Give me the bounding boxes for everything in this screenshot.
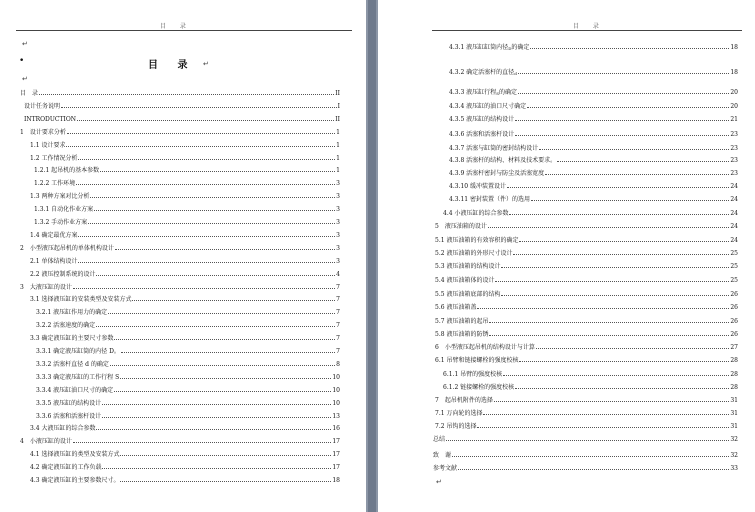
toc-entry-title: 3.3 确定液压缸的主要尺寸参数 <box>30 335 114 343</box>
toc-entry-title: 2.1 单体结构设计 <box>30 257 78 265</box>
toc-entry[interactable] <box>449 181 738 190</box>
toc-entry-page-number: 26 <box>730 331 738 338</box>
toc-entry[interactable] <box>30 462 340 471</box>
dot-leader <box>477 427 729 428</box>
toc-entry-page-number: 21 <box>730 116 738 123</box>
dot-leader <box>515 120 729 121</box>
toc-entry-title: 3.2.2 活塞速度的确定 <box>36 322 96 330</box>
toc-entry-title: 5.6 液压油箱盖 <box>435 304 477 311</box>
toc-entry-page-number: 23 <box>730 145 738 152</box>
dot-leader <box>121 352 335 353</box>
toc-entry[interactable] <box>36 372 340 381</box>
toc-entry[interactable] <box>435 342 738 351</box>
dot-leader <box>115 249 335 250</box>
toc-page-right <box>378 0 755 512</box>
toc-entry-title: 1 设计要求分析 <box>20 128 66 136</box>
toc-entry-title: 3.3.2 活塞杆直径 d 的确定 <box>36 360 109 368</box>
paragraph-mark: ↵ <box>203 60 209 68</box>
toc-entry[interactable] <box>443 369 738 378</box>
toc-entry-title: 1.3.1 自动化作业方案 <box>34 206 94 214</box>
toc-entry-page-number: 20 <box>730 89 738 96</box>
toc-entry[interactable] <box>449 168 738 177</box>
toc-entry-title: 2.2 液压控制系统的设计 <box>30 270 96 278</box>
toc-entry-page-number: 24 <box>730 210 738 217</box>
toc-entry-title: 1.1 设计要求 <box>30 141 66 149</box>
toc-entry[interactable] <box>34 178 340 187</box>
toc-entry-page-number: 28 <box>730 371 738 378</box>
toc-page-left <box>0 0 366 512</box>
toc-entry-page-number: 27 <box>730 344 738 351</box>
toc-entry[interactable] <box>20 243 340 252</box>
toc-entry[interactable] <box>30 191 340 200</box>
toc-entry-title: 总结 <box>433 436 446 443</box>
toc-entry-page-number: 28 <box>730 357 738 364</box>
dot-leader <box>88 223 335 224</box>
dot-leader <box>515 135 729 136</box>
toc-entry-page-number: II <box>335 115 340 123</box>
dot-leader <box>114 339 335 340</box>
toc-entry[interactable] <box>34 217 340 226</box>
dot-leader <box>78 262 335 263</box>
toc-entry-title: 参考文献 <box>433 465 458 472</box>
toc-entry[interactable] <box>30 153 340 162</box>
dot-leader <box>539 149 729 150</box>
paragraph-mark: ↵ <box>436 478 442 486</box>
toc-entry-page-number: 33 <box>730 465 738 472</box>
toc-entry-page-number: 31 <box>730 397 738 404</box>
toc-entry-page-number: 26 <box>730 318 738 325</box>
dot-leader <box>132 300 335 301</box>
toc-entry-title: 4.3.2 确定活塞杆的直径 <box>449 69 515 76</box>
dot-leader <box>494 401 730 402</box>
toc-entry[interactable] <box>433 450 738 459</box>
dot-leader <box>509 214 729 215</box>
toc-entry[interactable] <box>36 320 340 329</box>
bullet-dot: • <box>19 56 25 66</box>
toc-entry[interactable] <box>449 67 738 76</box>
toc-entry-title: 1.2.1 起吊机的基本参数 <box>34 167 100 175</box>
dot-leader <box>513 254 729 255</box>
toc-entry-title: 4.1 选择液压缸的类型及安装方式 <box>30 451 120 459</box>
toc-entry[interactable] <box>34 204 340 213</box>
toc-entry-page-number: 7 <box>336 335 340 343</box>
toc-entry-title: 5.1 液压油箱的有效容积的确定 <box>435 237 519 244</box>
toc-entry-title-tail: 的确定 <box>511 44 530 51</box>
toc-entry[interactable] <box>435 302 738 311</box>
dot-leader <box>96 326 335 327</box>
toc-entry-title: 7.1 万向轮的选择 <box>435 410 483 417</box>
toc-entry[interactable] <box>449 155 738 164</box>
dot-leader <box>66 146 335 147</box>
toc-entry-title: 4.3.6 活塞和活塞杆设计 <box>449 131 515 138</box>
toc-entry[interactable] <box>30 423 340 432</box>
page-gap <box>366 0 378 512</box>
toc-entry-title: INTRODUCTION <box>24 115 77 123</box>
dot-leader <box>102 404 331 405</box>
toc-entry-page-number: 7 <box>336 283 340 291</box>
toc-entry-page-number: 3 <box>336 206 340 214</box>
toc-entry-title: 5.3 液压油箱的结构设计 <box>435 263 501 270</box>
toc-entry-page-number: 18 <box>332 477 340 484</box>
toc-entry[interactable] <box>36 346 340 355</box>
toc-entry[interactable] <box>449 101 738 110</box>
toc-entry-title: 6 小型液压起吊机的结构设计与计算 <box>435 344 535 351</box>
toc-entry-page-number: 3 <box>336 219 340 226</box>
toc-entry-symbol: S <box>496 91 499 96</box>
toc-entry-page-number: 26 <box>730 291 738 298</box>
toc-entry-title: 3.3.1 确定液压缸筒的内径 D。 <box>36 348 120 355</box>
toc-entry-title: 3.2.1 液压缸作用力的确定 <box>36 309 108 317</box>
toc-entry-title: 4.3.8 活塞杆的结构、材料及技术要求。 <box>449 157 557 164</box>
toc-entry[interactable] <box>36 385 340 394</box>
toc-entry-title: 1.2 工作情况分析 <box>30 154 78 162</box>
toc-entry-page-number: 28 <box>730 384 738 391</box>
toc-entry-page-number: I <box>337 102 340 110</box>
page-header-left: 目 录 <box>160 23 192 30</box>
dot-leader <box>110 365 335 366</box>
toc-entry[interactable] <box>435 421 738 430</box>
toc-entry[interactable] <box>30 230 340 239</box>
dot-leader <box>501 267 729 268</box>
toc-entry[interactable] <box>435 289 738 298</box>
toc-entry[interactable] <box>449 87 738 96</box>
toc-entry-page-number: 31 <box>730 410 738 417</box>
toc-entry-page-number: 23 <box>730 131 738 138</box>
toc-entry-page-number: 17 <box>332 438 340 446</box>
dot-leader <box>67 133 335 134</box>
toc-entry-title: 4.3.10 缓冲装置设计 <box>449 183 506 190</box>
header-rule-right <box>432 30 742 31</box>
toc-entry[interactable] <box>435 316 738 325</box>
toc-entry-page-number: 23 <box>730 157 738 164</box>
toc-entry-page-number: 8 <box>336 360 340 368</box>
toc-entry-page-number: 24 <box>730 223 738 230</box>
dot-leader <box>102 417 331 418</box>
dot-leader <box>488 227 730 228</box>
toc-entry-title: 4 小液压缸的设计 <box>20 438 72 446</box>
toc-entry-title: 4.3.7 活塞与缸筒的密封结构设计 <box>449 145 539 152</box>
toc-entry[interactable] <box>435 235 738 244</box>
dot-leader <box>458 469 729 470</box>
toc-entry-title: 4.3.4 液压缸的油口尺寸确定 <box>449 103 527 110</box>
toc-entry-title: 5.8 液压油箱的防锈 <box>435 331 489 338</box>
toc-entry-title: 5.5 液压油箱底部的结构 <box>435 291 501 298</box>
dot-leader <box>78 159 335 160</box>
dot-leader <box>483 414 729 415</box>
toc-entry[interactable] <box>435 248 738 257</box>
toc-entry-page-number: 24 <box>730 183 738 190</box>
toc-entry[interactable] <box>30 333 340 342</box>
toc-entry[interactable] <box>30 475 340 484</box>
toc-entry[interactable] <box>435 408 738 417</box>
toc-entry[interactable] <box>34 165 340 174</box>
dot-leader <box>77 120 334 121</box>
toc-entry-page-number: 18 <box>730 44 738 51</box>
dot-leader <box>557 161 729 162</box>
toc-entry[interactable] <box>435 355 738 364</box>
toc-entry[interactable] <box>20 282 340 291</box>
toc-entry-title-tail: 的确定 <box>498 89 517 96</box>
toc-entry[interactable] <box>36 359 340 368</box>
dot-leader <box>446 440 729 441</box>
toc-entry-page-number: 4 <box>336 270 340 278</box>
toc-entry-title: 1.3.2 手动作业方案 <box>34 219 88 226</box>
dot-leader <box>96 275 335 276</box>
dot-leader <box>530 48 729 49</box>
toc-entry-title: 1.4 确定最优方案 <box>30 231 78 239</box>
toc-entry-title: 4.3.11 密封装置（件）的选用 <box>449 196 530 203</box>
dot-leader <box>39 94 334 95</box>
toc-entry-title: 6.1.2 链接螺栓的强度校核 <box>443 384 515 391</box>
toc-entry[interactable] <box>30 294 340 303</box>
paragraph-mark: ↵ <box>22 40 28 48</box>
dot-leader <box>507 187 729 188</box>
toc-entry[interactable] <box>433 434 738 443</box>
toc-entry-page-number: 7 <box>336 348 340 355</box>
dot-leader <box>519 241 729 242</box>
toc-entry-page-number: 13 <box>332 412 340 420</box>
toc-entry-title: 3 大液压缸的设计 <box>20 283 72 291</box>
toc-entry-title: 3.3.4 液压缸油口尺寸的确定 <box>36 386 114 394</box>
toc-entry-page-number: 10 <box>332 373 340 381</box>
toc-entry-page-number: 20 <box>730 103 738 110</box>
toc-entry[interactable] <box>449 114 738 123</box>
page-header-right: 目 录 <box>573 23 605 30</box>
toc-entry[interactable] <box>449 194 738 203</box>
dot-leader <box>519 361 729 362</box>
dot-leader <box>501 295 729 296</box>
dot-leader <box>452 456 729 457</box>
toc-entry-page-number: 3 <box>336 244 340 252</box>
dot-leader <box>61 107 337 108</box>
toc-entry-page-number: II <box>335 90 340 97</box>
toc-entry[interactable] <box>20 88 340 97</box>
toc-entry-title: 4.3.5 液压缸的结构设计 <box>449 116 515 123</box>
toc-entry[interactable] <box>30 269 340 278</box>
toc-entry-symbol: D <box>508 46 512 51</box>
toc-entry-title: 7 起吊机附件的选择 <box>435 397 493 404</box>
dot-leader <box>120 378 331 379</box>
toc-entry-title: 3.3.5 液压缸的结构设计 <box>36 399 102 407</box>
toc-entry-page-number: 25 <box>730 250 738 257</box>
toc-entry-page-number: 17 <box>332 464 340 472</box>
toc-entry[interactable] <box>24 114 340 123</box>
toc-entry-page-number: 18 <box>730 69 738 76</box>
toc-entry[interactable] <box>36 398 340 407</box>
toc-entry[interactable] <box>435 221 738 230</box>
toc-entry[interactable] <box>30 256 340 265</box>
dot-leader <box>527 107 729 108</box>
toc-entry-page-number: 24 <box>730 237 738 244</box>
dot-leader <box>495 281 729 282</box>
dot-leader <box>503 375 729 376</box>
dot-leader <box>120 481 331 482</box>
toc-entry-title: 4.3.9 活塞杆密封与防尘及活塞宽度 <box>449 170 545 177</box>
toc-entry-page-number: 3 <box>336 193 340 201</box>
dot-leader <box>73 288 335 289</box>
dot-leader <box>73 442 332 443</box>
toc-entry-title: 4.2 确定液压缸的工作负载 <box>30 464 102 472</box>
dot-leader <box>120 455 331 456</box>
toc-entry[interactable] <box>20 436 340 445</box>
toc-entry-page-number: 32 <box>730 436 738 443</box>
dot-leader <box>114 391 331 392</box>
toc-entry[interactable] <box>435 329 738 338</box>
dot-leader <box>518 93 729 94</box>
toc-entry-title: 4.3.1 液压缸缸筒内径 <box>449 44 509 51</box>
toc-entry[interactable] <box>36 411 340 420</box>
toc-entry[interactable] <box>443 208 738 217</box>
toc-entry-page-number: 1 <box>336 141 340 149</box>
toc-entry-title: 致 谢 <box>433 452 452 459</box>
toc-entry-page-number: 32 <box>730 452 738 459</box>
dot-leader <box>78 236 335 237</box>
toc-entry-title: 1.3 两种方案对比分析 <box>30 193 90 201</box>
toc-entry-symbol: d <box>514 71 517 76</box>
toc-entry-page-number: 1 <box>336 154 340 162</box>
toc-entry-page-number: 3 <box>336 180 340 188</box>
paragraph-mark: ↵ <box>22 75 28 83</box>
toc-entry-page-number: 7 <box>336 309 340 317</box>
toc-entry-title: 4.3.3 液压缸行程 <box>449 89 497 96</box>
toc-entry-title: 2 小型液压起吊机的单体机构设计 <box>20 244 114 252</box>
toc-entry[interactable] <box>435 261 738 270</box>
toc-entry-page-number: 25 <box>730 263 738 270</box>
dot-leader <box>531 200 729 201</box>
toc-entry[interactable] <box>435 275 738 284</box>
toc-entry-title: 3.3.6 活塞和活塞杆设计 <box>36 412 102 420</box>
toc-entry-page-number: 17 <box>332 451 340 459</box>
toc-entry-title: 设计任务说明 <box>24 102 61 110</box>
toc-entry-page-number: 10 <box>332 386 340 394</box>
toc-entry-title: 3.1 选择液压缸的安装类型及安装方式 <box>30 296 132 304</box>
toc-entry[interactable] <box>20 127 340 136</box>
toc-entry-title: 3.4 大液压缸的综合参数 <box>30 425 96 433</box>
toc-entry-page-number: 24 <box>730 196 738 203</box>
toc-entry-page-number: 3 <box>336 257 340 265</box>
dot-leader <box>545 174 729 175</box>
toc-entry-title: 5.4 液压油箱体的设计 <box>435 277 495 284</box>
toc-entry[interactable] <box>36 307 340 316</box>
dot-leader <box>94 210 335 211</box>
toc-entry[interactable] <box>30 449 340 458</box>
dot-leader <box>90 197 335 198</box>
toc-entry[interactable] <box>30 140 340 149</box>
toc-entry[interactable] <box>449 42 738 51</box>
dot-leader <box>108 313 335 314</box>
dot-leader <box>536 348 730 349</box>
dot-leader <box>96 429 331 430</box>
toc-entry-title: 3.3.3 确定液压缸的工作行程 S <box>36 373 120 381</box>
dot-leader <box>100 171 335 172</box>
toc-entry-page-number: 3 <box>336 231 340 239</box>
toc-entry[interactable] <box>435 395 738 404</box>
toc-entry[interactable] <box>433 463 738 472</box>
dot-leader <box>102 468 331 469</box>
toc-entry-title: 5 液压油箱的设计 <box>435 223 487 230</box>
toc-entry-title: 4.3 确定液压缸的主要参数尺寸。 <box>30 477 120 484</box>
toc-entry[interactable] <box>24 101 340 110</box>
toc-entry-page-number: 10 <box>332 399 340 407</box>
dot-leader <box>518 73 730 74</box>
toc-entry-page-number: 31 <box>730 423 738 430</box>
toc-entry-page-number: 7 <box>336 322 340 330</box>
toc-entry-page-number: 25 <box>730 277 738 284</box>
dot-leader <box>515 388 729 389</box>
toc-entry-title: 5.7 液压油箱的起吊 <box>435 318 489 325</box>
toc-entry[interactable] <box>449 129 738 138</box>
header-rule-left <box>16 30 352 31</box>
dot-leader <box>489 335 729 336</box>
toc-entry-page-number: 1 <box>336 128 340 136</box>
toc-title: 目 录 <box>148 60 196 71</box>
toc-entry-title: 目 录 <box>20 90 39 97</box>
toc-entry[interactable] <box>443 382 738 391</box>
dot-leader <box>76 184 335 185</box>
toc-entry-page-number: 7 <box>336 296 340 304</box>
dot-leader <box>489 322 729 323</box>
toc-entry-title: 5.2 液压油箱的外形尺寸设计 <box>435 250 513 257</box>
toc-entry-title: 4.4 小液压缸的综合参数 <box>443 210 509 217</box>
toc-entry-page-number: 1 <box>336 167 340 175</box>
dot-leader <box>477 308 729 309</box>
toc-entry-page-number: 23 <box>730 170 738 177</box>
toc-entry[interactable] <box>449 143 738 152</box>
toc-entry-title: 7.2 吊钩的选择 <box>435 423 477 430</box>
toc-entry-title: 1.2.2 工作环境 <box>34 180 76 188</box>
toc-entry-title: 6.1.1 吊臂的强度校核 <box>443 371 503 378</box>
toc-entry-title: 6.1 吊臂和链接螺栓的强度校核 <box>435 357 519 364</box>
toc-entry-page-number: 16 <box>332 425 340 433</box>
toc-entry-page-number: 26 <box>730 304 738 311</box>
